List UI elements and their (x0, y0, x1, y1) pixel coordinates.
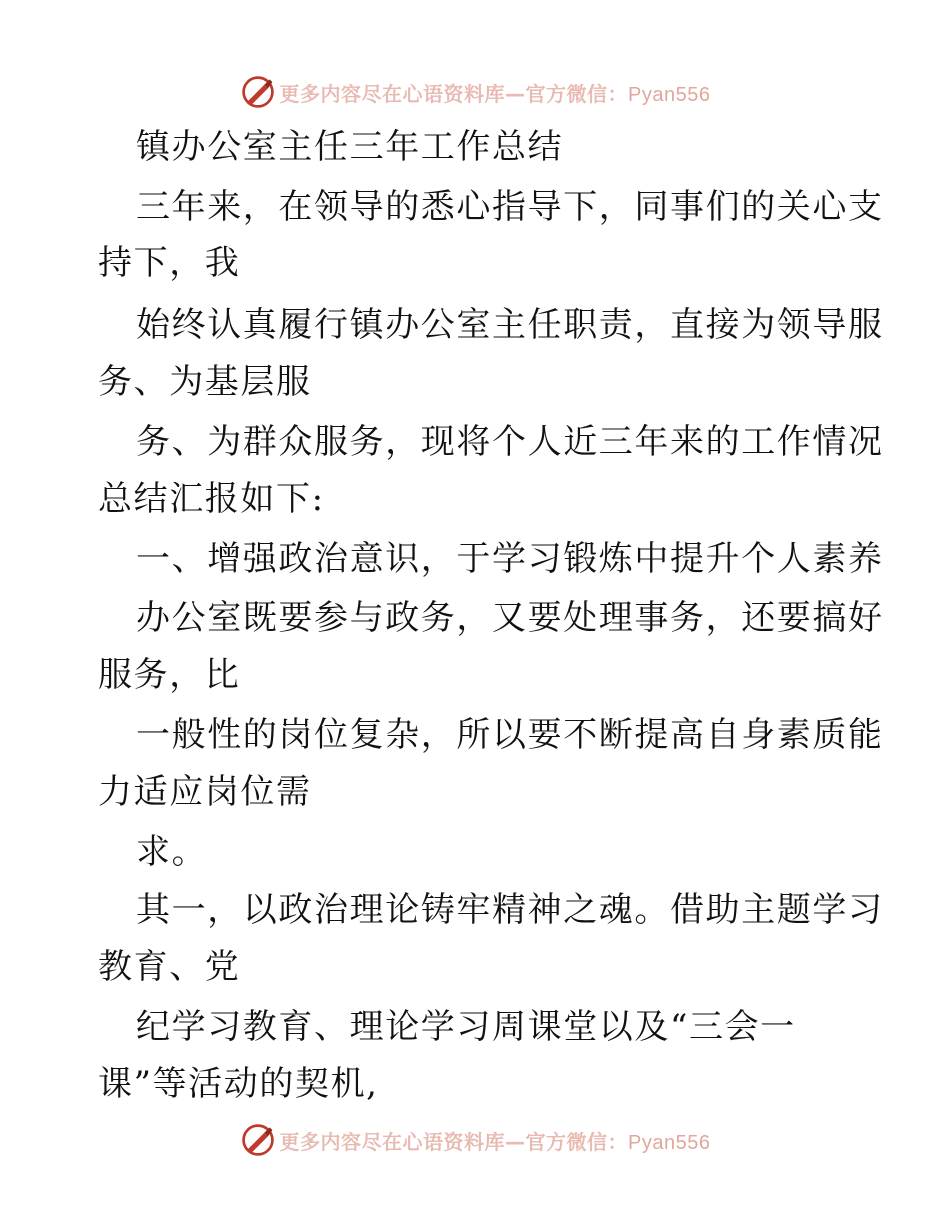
document-title: 镇办公室主任三年工作总结 (136, 127, 564, 167)
header-watermark (0, 72, 950, 112)
paragraph-line: 一般性的岗位复杂，所以要不断提高自身素质能 (136, 715, 884, 755)
paragraph-line: 持下，我 (98, 243, 241, 283)
paragraph-line: 务、为群众服务，现将个人近三年来的工作情况 (136, 422, 884, 462)
watermark-text: 更多内容尽在心语资料库—官方微信：Pyan556 (279, 81, 711, 106)
paragraph-line: 始终认真履行镇办公室主任职责，直接为领导服 (136, 305, 884, 345)
paragraph-line: 力适应岗位需 (98, 772, 312, 812)
paragraph-line: 三年来，在领导的悉心指导下，同事们的关心支 (136, 187, 884, 227)
paragraph-line: 求。 (136, 832, 208, 872)
paragraph-line: 总结汇报如下: (98, 479, 325, 519)
section-heading: 一、增强政治意识，于学习锻炼中提升个人素养 (136, 539, 884, 579)
paragraph-line: 办公室既要参与政务，又要处理事务，还要搞好 (136, 598, 884, 638)
pen-logo-icon (240, 1122, 276, 1158)
paragraph-line: 其一，以政治理论铸牢精神之魂。借助主题学习 (136, 890, 884, 930)
paragraph-line: 务、为基层服 (98, 362, 312, 402)
paragraph-line: 服务，比 (98, 655, 241, 695)
paragraph-line: 教育、党 (98, 947, 241, 987)
footer-watermark (0, 1120, 950, 1160)
paragraph-line: 课”等活动的契机, (98, 1064, 379, 1104)
pen-logo-icon (240, 74, 276, 110)
paragraph-line: 纪学习教育、理论学习周课堂以及“三会一 (136, 1007, 796, 1047)
watermark-text: 更多内容尽在心语资料库—官方微信：Pyan556 (279, 1129, 711, 1154)
